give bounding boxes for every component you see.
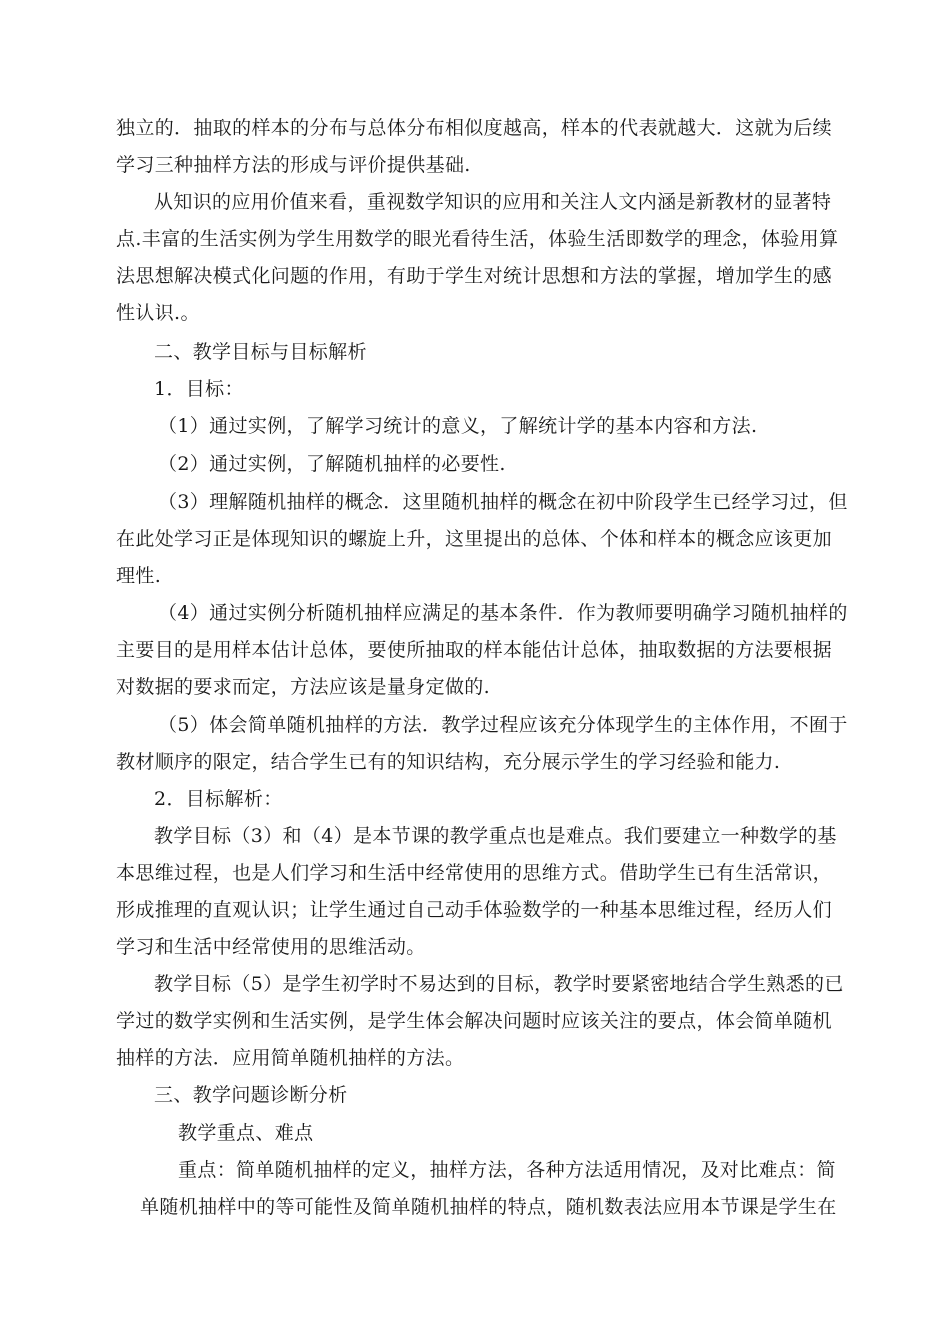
goal-item: （3）理解随机抽样的概念．这里随机抽样的概念在初中阶段学生已经学习过，但	[158, 491, 848, 513]
text-line: 对数据的要求而定，方法应该是量身定做的.	[116, 676, 491, 698]
text-line: 单随机抽样中的等可能性及简单随机抽样的特点，随机数表法应用本节课是学生在	[140, 1196, 837, 1218]
goal-item: （1）通过实例，了解学习统计的意义，了解统计学的基本内容和方法.	[158, 415, 758, 437]
text-line: 教学目标（3）和（4）是本节课的教学重点也是难点。我们要建立一种数学的基	[154, 825, 837, 847]
text-line: 从知识的应用价值来看，重视数学知识的应用和关注人文内涵是新教材的显著特	[154, 191, 832, 213]
subsection-heading: 教学重点、难点	[178, 1122, 314, 1144]
text-line: 学习三种抽样方法的形成与评价提供基础.	[116, 154, 471, 176]
text-line: 教学目标（5）是学生初学时不易达到的目标，教学时要紧密地结合学生熟悉的已	[154, 973, 844, 995]
section-heading: 三、教学问题诊断分析	[154, 1084, 348, 1106]
text-line: 在此处学习正是体现知识的螺旋上升，这里提出的总体、个体和样本的概念应该更加	[116, 528, 832, 550]
section-heading: 二、教学目标与目标解析	[154, 341, 367, 363]
goal-item: （5）体会简单随机抽样的方法．教学过程应该充分体现学生的主体作用，不囿于	[158, 714, 848, 736]
text-line: 形成推理的直观认识；让学生通过自己动手体验数学的一种基本思维过程，经历人们	[116, 899, 832, 921]
text-line: 学习和生活中经常使用的思维活动。	[116, 936, 426, 958]
text-line: 理性.	[116, 565, 162, 587]
text-line: 独立的．抽取的样本的分布与总体分布相似度越高，样本的代表就越大．这就为后续	[116, 117, 832, 139]
text-line: 主要目的是用样本估计总体，要使所抽取的样本能估计总体，抽取数据的方法要根据	[116, 639, 832, 661]
subsection-heading: 2．目标解析：	[154, 788, 283, 810]
goal-item: （4）通过实例分析随机抽样应满足的基本条件．作为教师要明确学习随机抽样的	[158, 602, 848, 624]
text-line: 教材顺序的限定，结合学生已有的知识结构，充分展示学生的学习经验和能力.	[116, 751, 781, 773]
goal-item: （2）通过实例，了解随机抽样的必要性.	[158, 453, 506, 475]
text-line: 法思想解决模式化问题的作用，有助于学生对统计思想和方法的掌握，增加学生的感	[116, 265, 832, 287]
text-line: 性认识.。	[116, 302, 200, 324]
text-line: 重点：简单随机抽样的定义，抽样方法，各种方法适用情况，及对比难点：简	[178, 1159, 836, 1181]
text-line: 点.丰富的生活实例为学生用数学的眼光看待生活，体验生活即数学的理念，体验用算	[116, 228, 839, 250]
text-line: 抽样的方法．应用简单随机抽样的方法。	[116, 1047, 465, 1069]
text-line: 本思维过程，也是人们学习和生活中经常使用的思维方式。借助学生已有生活常识，	[116, 862, 832, 884]
subsection-heading: 1．目标：	[154, 378, 244, 400]
text-line: 学过的数学实例和生活实例，是学生体会解决问题时应该关注的要点，体会简单随机	[116, 1010, 832, 1032]
